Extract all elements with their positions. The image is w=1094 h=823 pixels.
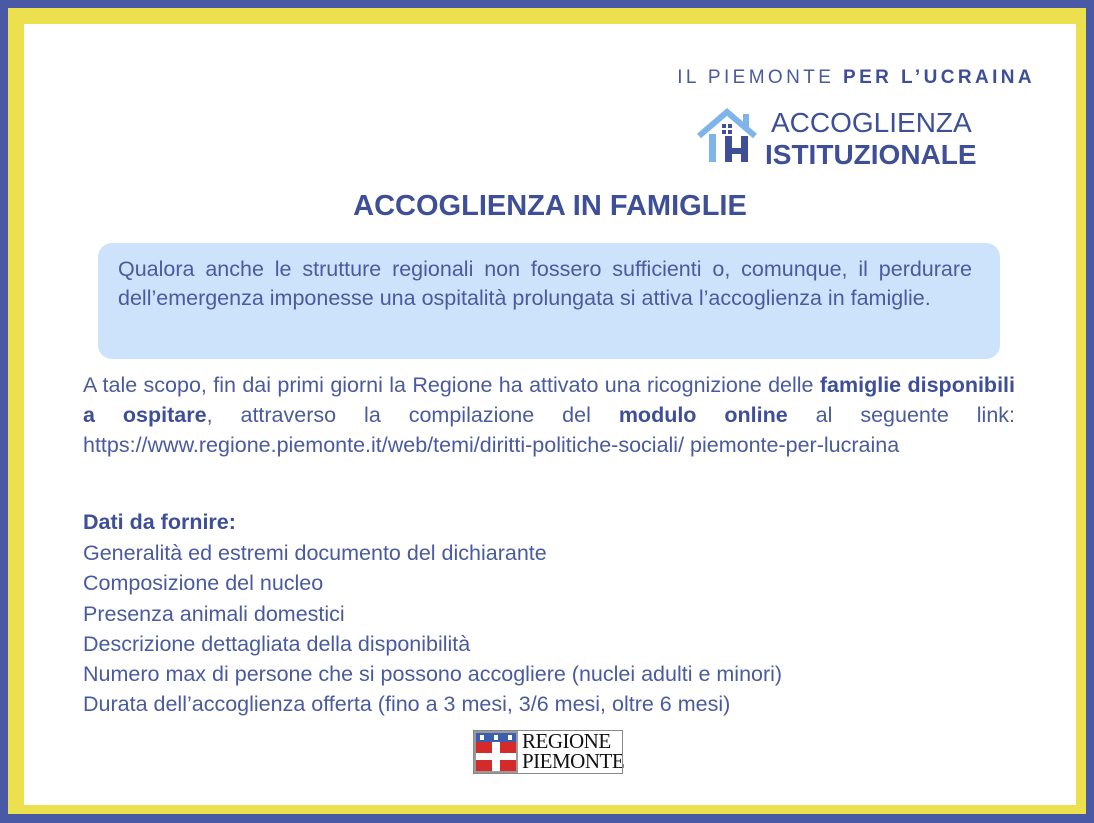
list-item: Generalità ed estremi documento del dichiarante xyxy=(83,541,547,565)
house-icon xyxy=(695,106,759,164)
regione-piemonte-logo xyxy=(473,730,623,774)
footer-logo-border xyxy=(473,730,623,774)
logo-text-accoglienza: ACCOGLIENZA xyxy=(771,107,972,138)
data-list xyxy=(83,538,782,720)
list-item: Durata dell’accoglienza offerta (fino a 3 mesi, 3/6 mesi, oltre 6 mesi) xyxy=(83,692,731,717)
document-page xyxy=(24,24,1076,805)
footer-line-regione: REGIONE xyxy=(522,729,611,753)
page-title: ACCOGLIENZA IN FAMIGLIE xyxy=(353,190,747,222)
list-title: Dati da fornire: xyxy=(83,510,236,534)
footer-line-piemonte: PIEMONTE xyxy=(522,749,625,773)
list-item: Descrizione dettagliata della disponibilità xyxy=(83,631,471,656)
tagline-light: IL PIEMONTE xyxy=(677,67,835,88)
tagline xyxy=(677,67,1035,89)
body-text-part2: , attraverso la compilazione del xyxy=(206,403,619,427)
body-bold-modulo: modulo online xyxy=(618,403,788,427)
callout-text: Qualora anche le strutture regionali non fossero sufficienti o, comunque, il perdurare dell’emergenza imponesse una ospitalità prolungata si attiva l’accoglienza in famiglie. xyxy=(118,257,972,310)
tagline-bold: PER L’UCRAINA xyxy=(843,67,1035,88)
list-item: Numero max di persone che si possono accogliere (nuclei adulti e minori) xyxy=(83,662,783,687)
logo-text-istituzionale: ISTITUZIONALE xyxy=(765,139,977,170)
body-text-part3: al seguente link: https://www.regione.piemonte.it/web/temi/diritti-politiche-sociali/ piemonte-per-lucraina xyxy=(83,403,1016,457)
body-paragraph xyxy=(83,370,1015,460)
body-bold-famiglie: famiglie disponibili a ospitare xyxy=(83,373,1015,427)
list-item: Composizione del nucleo xyxy=(83,571,324,596)
callout-box xyxy=(98,243,1000,359)
list-item: Presenza animali domestici xyxy=(83,601,345,626)
body-text-part1: A tale scopo, fin dai primi giorni la Regione ha attivato una ricognizione delle xyxy=(83,373,820,397)
